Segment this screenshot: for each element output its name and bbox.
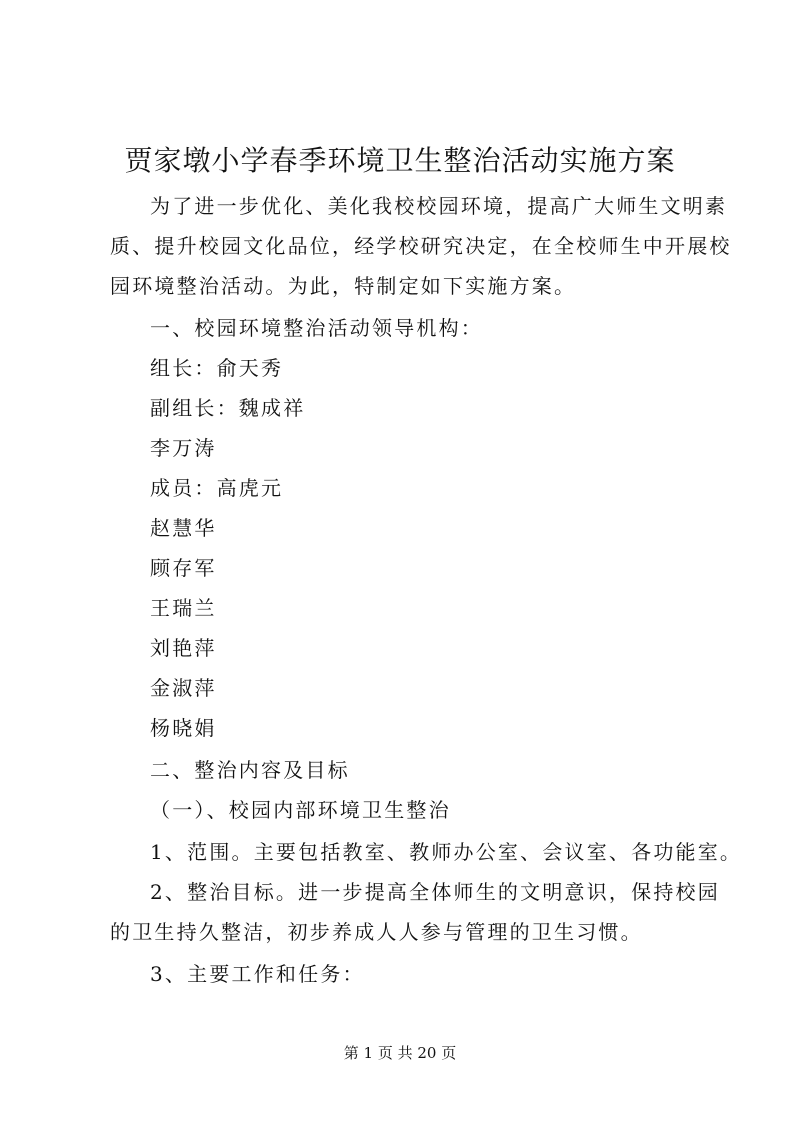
section2-heading: 二、整治内容及目标 bbox=[150, 758, 350, 782]
intro-line-2: 质、提升校园文化品位，经学校研究决定，在全校师生中开展校 bbox=[110, 234, 732, 258]
leader-line: 组长：俞天秀 bbox=[150, 356, 284, 380]
page-footer: 第 1 页 共 20 页 bbox=[343, 1044, 457, 1062]
member-name: 赵慧华 bbox=[150, 516, 217, 540]
deputy-leader-line: 副组长：魏成祥 bbox=[150, 396, 306, 420]
member-name: 杨晓娟 bbox=[150, 716, 217, 740]
intro-line-3: 园环境整治活动。为此，特制定如下实施方案。 bbox=[110, 274, 577, 298]
section1-heading: 一、校园环境整治活动领导机构： bbox=[150, 316, 483, 340]
member-name: 顾存军 bbox=[150, 556, 217, 580]
subsection1-heading: （一）、校园内部环境卫生整治 bbox=[150, 798, 451, 822]
item2-line-2: 的卫生持久整洁，初步养成人人参与管理的卫生习惯。 bbox=[110, 920, 643, 944]
member-name: 王瑞兰 bbox=[150, 596, 217, 620]
item2-line-1: 2、整治目标。进一步提高全体师生的文明意识，保持校园 bbox=[150, 880, 720, 904]
document-title: 贾家墩小学春季环境卫生整治活动实施方案 bbox=[124, 144, 676, 177]
deputy-leader-line-2: 李万涛 bbox=[150, 436, 217, 460]
member-name: 刘艳萍 bbox=[150, 636, 217, 660]
item3: 3、主要工作和任务： bbox=[150, 962, 365, 986]
member-name: 金淑萍 bbox=[150, 676, 217, 700]
item1: 1、范围。主要包括教室、教师办公室、会议室、各功能室。 bbox=[150, 840, 743, 864]
members-label: 成员：高虎元 bbox=[150, 476, 284, 500]
intro-line-1: 为了进一步优化、美化我校校园环境，提高广大师生文明素 bbox=[150, 194, 728, 218]
